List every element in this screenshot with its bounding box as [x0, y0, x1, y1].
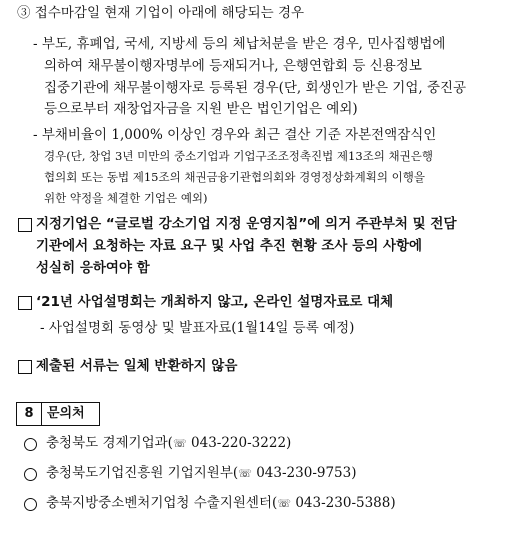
contact-phone: 043-230-9753: [256, 465, 352, 481]
contact-item: 충청북도기업진흥원 기업지원부(☏ 043-230-9753): [46, 465, 357, 481]
checkbox-icon: [18, 218, 32, 232]
item3-heading: [17, 3, 304, 23]
phone-icon: ☏: [172, 437, 187, 450]
notice1-line1: 지정기업은 “글로벌 강소기업 지정 운영지침”에 의거 주관부처 및 전담: [36, 216, 457, 232]
notice3-text: 제출된 서류는 일체 반환하지 않음: [36, 358, 238, 374]
contact-org: 충청북도기업진흥원 기업지원부: [46, 465, 233, 481]
bullet1-line1: - 부도, 휴폐업, 국세, 지방세 등의 체납처분을 받은 경우, 민사집행법에: [33, 36, 446, 52]
item3-heading-text: 접수마감일 현재 기업이 아래에 해당되는 경우: [34, 5, 305, 21]
section8-title: 문의처: [47, 406, 85, 421]
section8-number: 8: [17, 403, 42, 425]
bullet1-line3: 집중기관에 채무불이행자로 등록된 경우(단, 회생인가 받은 기업, 중진공: [44, 80, 467, 96]
circle-bullet-icon: [24, 438, 37, 451]
notice1-line2: 기관에서 요청하는 자료 요구 및 사업 추진 현황 조사 등의 사항에: [36, 238, 423, 254]
bullet2-line2: 경우(단, 창업 3년 미만의 중소기업과 기업구조조정촉진법 제13조의 채권은행: [44, 149, 433, 163]
contact-phone: 043-220-3222: [191, 435, 287, 451]
contact-item: 충북지방중소벤처기업청 수출지원센터(☏ 043-230-5388): [46, 495, 396, 511]
notice2-sub: - 사업설명회 동영상 및 발표자료(1월14일 등록 예정): [40, 320, 355, 336]
notice2-text: ‘21년 사업설명회는 개최하지 않고, 온라인 설명자료로 대체: [36, 294, 394, 310]
circled-3-marker: ③: [17, 5, 31, 21]
contact-phone: 043-230-5388: [295, 495, 391, 511]
bullet2-line1: - 부채비율이 1,000% 이상인 경우와 최근 결산 기준 자본전액잠식인: [33, 127, 437, 143]
circle-bullet-icon: [24, 498, 37, 511]
bullet2-line3: 협의회 또는 동법 제15조의 채권금융기관협의회와 경영정상화계획의 이행을: [44, 170, 425, 184]
notice1-line3: 성실히 응하여야 함: [36, 260, 150, 276]
bullet1-line2: 의하여 채무불이행자명부에 등재되거나, 은행연합회 등 신용정보: [44, 58, 422, 74]
checkbox-icon: [18, 296, 32, 310]
bullet2-line4: 위한 약정을 체결한 기업은 예외): [44, 191, 208, 205]
checkbox-icon: [18, 360, 32, 374]
contact-item: 충청북도 경제기업과(☏ 043-220-3222): [46, 435, 292, 451]
section8-header: [16, 402, 100, 426]
contact-org: 충청북도 경제기업과: [46, 435, 168, 451]
phone-icon: ☏: [238, 467, 252, 480]
bullet1-line4: 등으로부터 재창업자금을 지원 받은 법인기업은 예외): [44, 101, 358, 117]
circle-bullet-icon: [24, 468, 37, 481]
phone-icon: ☏: [277, 497, 292, 510]
contact-org: 충북지방중소벤처기업청 수출지원센터: [46, 495, 272, 511]
